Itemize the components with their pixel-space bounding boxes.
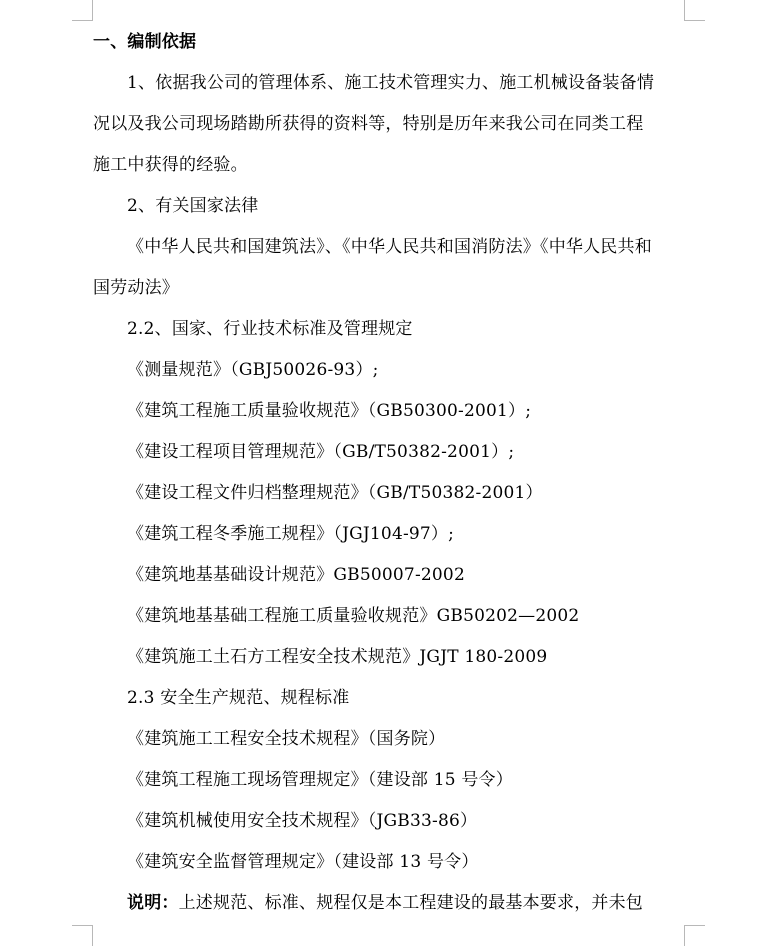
safety-standard-item: 《建筑机械使用安全技术规程》（JGB33-86）: [127, 811, 478, 831]
item-2-title: 2、有关国家法律: [127, 196, 259, 216]
standard-item: 《测量规范》（GBJ50026-93）;: [127, 360, 379, 380]
standard-item: 《建设工程项目管理规范》（GB/T50382-2001）;: [127, 442, 515, 462]
margin-mark-top-left: [72, 0, 93, 21]
standard-item: 《建筑施工土石方工程安全技术规范》JGJT 180-2009: [127, 647, 548, 667]
note-label: 说明：: [127, 893, 179, 913]
item-2-2-title: 2.2、国家、行业技术标准及管理规定: [127, 319, 413, 339]
safety-standard-item: 《建筑施工工程安全技术规程》（国务院）: [127, 729, 446, 749]
laws-line-2: 国劳动法》: [93, 278, 179, 298]
standard-item: 《建筑工程施工质量验收规范》（GB50300-2001）;: [127, 401, 532, 421]
item-2-3-title: 2.3 安全生产规范、规程标准: [127, 688, 350, 708]
note-paragraph: [93, 883, 693, 924]
margin-mark-bottom-left: [72, 925, 93, 946]
standard-item: 《建设工程文件归档整理规范》（GB/T50382-2001）: [127, 483, 543, 503]
document-body: [93, 22, 693, 924]
note-text: 上述规范、标准、规程仅是本工程建设的最基本要求，并未包: [178, 893, 644, 913]
paragraph-1-line-2: 况以及我公司现场踏勘所获得的资料等，特别是历年来我公司在同类工程: [93, 114, 644, 134]
paragraph-1-line-3: 施工中获得的经验。: [93, 155, 248, 175]
safety-standard-item: 《建筑工程施工现场管理规定》（建设部 15 号令）: [127, 770, 513, 790]
laws-line-1: 《中华人民共和国建筑法》、《中华人民共和国消防法》《中华人民共和: [127, 237, 652, 257]
standard-item: 《建筑地基基础设计规范》GB50007-2002: [127, 565, 465, 585]
standard-item: 《建筑地基基础工程施工质量验收规范》GB50202—2002: [127, 606, 580, 626]
margin-mark-top-right: [684, 0, 705, 21]
margin-mark-bottom-right: [684, 925, 705, 946]
standard-item: 《建筑工程冬季施工规程》（JGJ104-97）;: [127, 524, 455, 544]
section-title: 一、编制依据: [93, 32, 197, 52]
safety-standard-item: 《建筑安全监督管理规定》（建设部 13 号令）: [127, 852, 479, 872]
paragraph-1-line-1: 1、依据我公司的管理体系、施工技术管理实力、施工机械设备装备情: [127, 73, 655, 93]
